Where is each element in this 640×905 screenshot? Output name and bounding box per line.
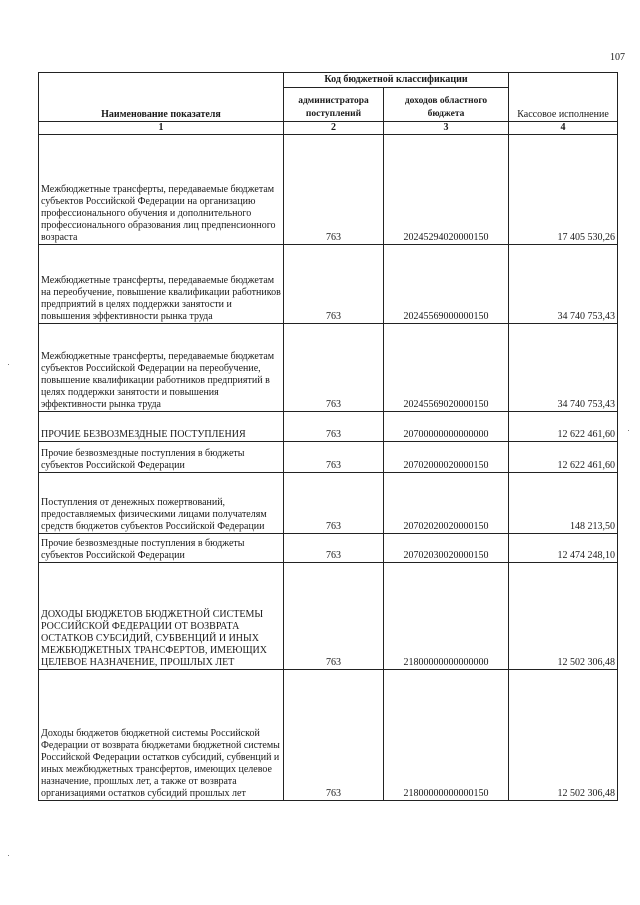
table-row — [39, 245, 618, 324]
row-budget-code: 20245569000000150 — [384, 245, 509, 324]
table-row — [39, 563, 618, 670]
row-budget-code: 20700000000000000 — [384, 412, 509, 442]
row-budget-code: 20245294020000150 — [384, 135, 509, 245]
row-admin-code: 763 — [284, 245, 384, 324]
column-number-row — [39, 122, 618, 135]
row-amount: 12 622 461,60 — [509, 442, 618, 473]
row-admin-code: 763 — [284, 412, 384, 442]
page-number: 107 — [610, 52, 625, 63]
budget-table — [38, 72, 618, 801]
row-amount: 17 405 530,26 — [509, 135, 618, 245]
row-name: Межбюджетные трансферты, передаваемые бюджетам субъектов Российской Федерации на переобучение, повышение квалификации работников предприятий в целях поддержки занятости и повышения эффективности рынка труда — [39, 324, 284, 412]
row-budget-code: 20245569020000150 — [384, 324, 509, 412]
header-name: Наименование показателя — [39, 73, 284, 122]
row-budget-code: 20702000020000150 — [384, 442, 509, 473]
table-row — [39, 670, 618, 801]
table-row — [39, 135, 618, 245]
table-row — [39, 534, 618, 563]
row-name: Межбюджетные трансферты, передаваемые бюджетам субъектов Российской Федерации на организацию профессионального обучения и дополнительного профессионального образования лиц предпенсионного возраста — [39, 135, 284, 245]
scan-speck — [8, 855, 9, 856]
row-name: Прочие безвозмездные поступления в бюджеты субъектов Российской Федерации — [39, 442, 284, 473]
column-number: 3 — [384, 122, 509, 135]
row-name: ПРОЧИЕ БЕЗВОЗМЕЗДНЫЕ ПОСТУПЛЕНИЯ — [39, 412, 284, 442]
row-name: Прочие безвозмездные поступления в бюджеты субъектов Российской Федерации — [39, 534, 284, 563]
header-code: доходов областного бюджета — [384, 88, 509, 122]
row-budget-code: 20702030020000150 — [384, 534, 509, 563]
column-number: 2 — [284, 122, 384, 135]
column-number: 1 — [39, 122, 284, 135]
row-amount: 12 502 306,48 — [509, 563, 618, 670]
row-admin-code: 763 — [284, 670, 384, 801]
header-cash: Кассовое исполнение — [509, 73, 618, 122]
row-admin-code: 763 — [284, 324, 384, 412]
row-amount: 148 213,50 — [509, 473, 618, 534]
table-row — [39, 412, 618, 442]
row-budget-code: 21800000000000150 — [384, 670, 509, 801]
header-admin: администратора поступлений — [284, 88, 384, 122]
row-admin-code: 763 — [284, 135, 384, 245]
column-number: 4 — [509, 122, 618, 135]
scan-speck — [8, 364, 9, 365]
table-row — [39, 442, 618, 473]
table-row — [39, 324, 618, 412]
row-name: Поступления от денежных пожертвований, предоставляемых физическими лицами получателям средств бюджетов субъектов Российской Федерации — [39, 473, 284, 534]
row-admin-code: 763 — [284, 473, 384, 534]
row-amount: 34 740 753,43 — [509, 245, 618, 324]
row-amount: 12 502 306,48 — [509, 670, 618, 801]
table-row — [39, 473, 618, 534]
row-amount: 34 740 753,43 — [509, 324, 618, 412]
row-admin-code: 763 — [284, 563, 384, 670]
row-budget-code: 21800000000000000 — [384, 563, 509, 670]
row-name: Межбюджетные трансферты, передаваемые бюджетам на переобучение, повышение квалификации работников предприятий в целях поддержки занятости и повышения эффективности рынка труда — [39, 245, 284, 324]
row-name: ДОХОДЫ БЮДЖЕТОВ БЮДЖЕТНОЙ СИСТЕМЫ РОССИЙСКОЙ ФЕДЕРАЦИИ ОТ ВОЗВРАТА ОСТАТКОВ СУБСИДИЙ, СУБВЕНЦИЙ И ИНЫХ МЕЖБЮДЖЕТНЫХ ТРАНСФЕРТОВ, ИМЕЮЩИХ ЦЕЛЕВОЕ НАЗНАЧЕНИЕ, ПРОШЛЫХ ЛЕТ — [39, 563, 284, 670]
row-amount: 12 622 461,60 — [509, 412, 618, 442]
row-budget-code: 20702020020000150 — [384, 473, 509, 534]
row-admin-code: 763 — [284, 442, 384, 473]
row-amount: 12 474 248,10 — [509, 534, 618, 563]
header-code-group: Код бюджетной классификации — [284, 73, 509, 88]
scan-speck — [628, 430, 629, 431]
row-admin-code: 763 — [284, 534, 384, 563]
row-name: Доходы бюджетов бюджетной системы Российской Федерации от возврата бюджетами бюджетной системы Российской Федерации остатков субсидий, субвенций и иных межбюджетных трансфертов, имеющих целевое назначение, прошлых лет, а также от возврата организациями остатков субсидий прошлых лет — [39, 670, 284, 801]
